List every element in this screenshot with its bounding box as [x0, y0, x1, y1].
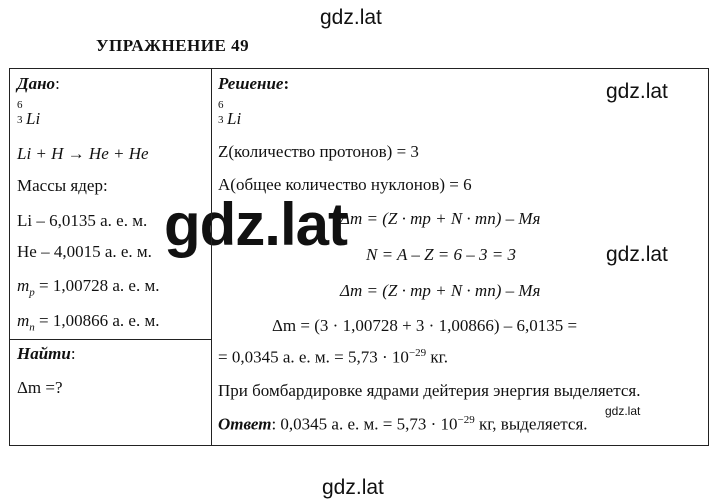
- watermark-right-middle: gdz.lat: [606, 243, 668, 266]
- given-he-mass: He – 4,0015 а. е. м.: [17, 242, 152, 261]
- solution-calc-2: = 0,0345 а. е. м. = $5,73 \cdot 10^{-29}$ кг.: [218, 347, 448, 367]
- given-reaction: Li + H → He + He: [17, 144, 149, 163]
- solution-answer: Ответ: 0,0345 а. е. м. = $5,73 \cdot 10^{-29}$ кг, выделяется.: [218, 414, 588, 434]
- solution-a-line: A(общее количество нуклонов) = 6: [218, 175, 472, 194]
- watermark-small: gdz.lat: [605, 404, 641, 418]
- solution-conclusion: При бомбардировке ядрами дейтерия энергия выделяется.: [218, 381, 641, 400]
- watermark-top: gdz.lat: [320, 6, 382, 29]
- table-divider-vertical: [211, 68, 212, 446]
- given-isotope-li: 6 3 Li: [17, 99, 41, 128]
- table-divider-find: [9, 339, 212, 340]
- given-mn: $m_n = 1,00866$ а. е. м.: [17, 311, 160, 334]
- solution-isotope-li: 6 3 Li: [218, 99, 242, 128]
- given-mp: $m_p = 1,00728$ а. е. м.: [17, 276, 160, 299]
- solution-calc-1: Δm = (3 · 1,00728 + 3 · 1,00866) – 6,0135 =: [272, 316, 578, 335]
- find-heading: Найти:: [17, 344, 76, 363]
- given-masses-label: Массы ядер:: [17, 176, 108, 195]
- page-title: УПРАЖНЕНИЕ 49: [96, 36, 250, 55]
- solution-formula-2: Δm = (Z · mp + N · mn) – Mя: [340, 281, 541, 300]
- solution-heading: Решение:: [218, 74, 290, 93]
- solution-formula-1: Δm = (Z · mp + N · mn) – Mя: [340, 209, 541, 228]
- watermark-bottom: gdz.lat: [322, 476, 384, 499]
- given-heading: Дано:: [17, 74, 60, 93]
- solution-n-line: N = A – Z = 6 – 3 = 3: [366, 245, 516, 264]
- solution-z-line: Z(количество протонов) = 3: [218, 142, 419, 161]
- given-li-mass: Li – 6,0135 а. е. м.: [17, 211, 148, 230]
- watermark-center-big: gdz.lat: [164, 191, 347, 258]
- watermark-right-upper: gdz.lat: [606, 80, 668, 103]
- find-expr: Δm =?: [17, 378, 63, 397]
